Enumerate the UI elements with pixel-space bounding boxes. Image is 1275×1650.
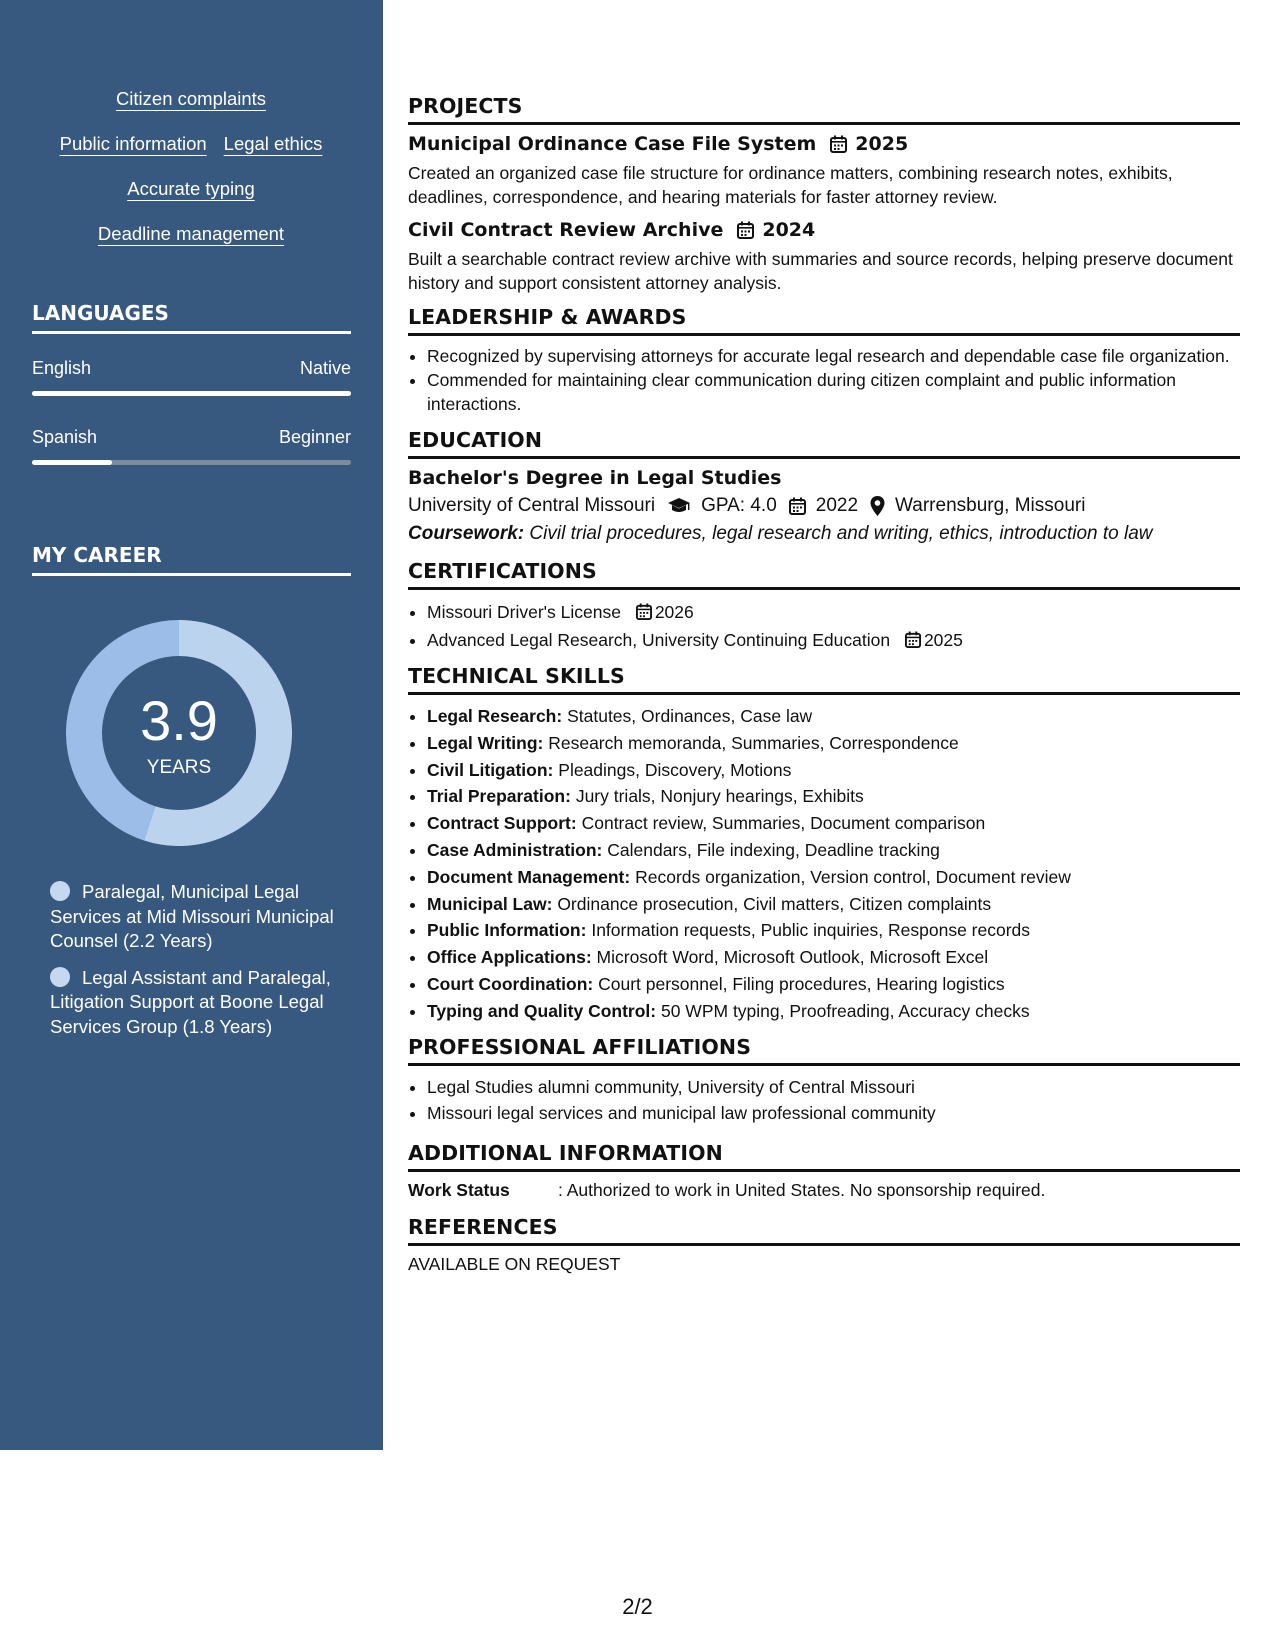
skill-value: Microsoft Word, Microsoft Outlook, Microsoft Excel [596, 947, 989, 968]
technical-skill-item [427, 837, 1240, 864]
certifications-heading: CERTIFICATIONS [408, 559, 1240, 590]
project-year: 2025 [855, 133, 909, 155]
skill-label: Legal Research: [427, 706, 563, 726]
project-item [408, 133, 1240, 209]
page-number: 2/2 [622, 1594, 653, 1619]
affiliation-item: • Missouri legal services and municipal law professional community [427, 1100, 1240, 1127]
skill-tags [32, 86, 350, 266]
skill-tag: Deadline management [97, 223, 285, 244]
technical-skill-item [427, 944, 1240, 971]
skill-label: Civil Litigation: [427, 759, 554, 780]
technical-skill-item [427, 703, 1240, 730]
skill-label: Document Management: [427, 866, 631, 887]
language-item [32, 358, 351, 396]
skill-value: Calendars, File indexing, Deadline tracking [607, 839, 940, 860]
skill-value: Information requests, Public inquiries, Response records [591, 920, 1031, 941]
skill-tag: Legal ethics [223, 133, 323, 154]
work-status-value: : Authorized to work in United States. No sponsorship required. [558, 1180, 1046, 1201]
skill-value: Ordinance prosecution, Civil matters, Citizen complaints [557, 893, 992, 914]
leadership-list [408, 344, 1240, 416]
certification-name: Advanced Legal Research, University Continuing Education [427, 630, 891, 650]
technical-skill-item [427, 864, 1240, 891]
skill-label: Legal Writing: [427, 732, 544, 753]
technical-skill-item [427, 757, 1240, 784]
education-school: University of Central Missouri [408, 495, 656, 516]
coursework-label: Coursework: [408, 523, 525, 544]
education-location: Warrensburg, Missouri [895, 495, 1086, 516]
education-item [408, 467, 1240, 545]
career-total: 3.9 [140, 689, 218, 752]
certifications-list [408, 598, 1240, 654]
career-item [50, 880, 340, 954]
skill-label: Public Information: [427, 920, 587, 941]
certification-item [427, 626, 1240, 654]
skill-tag: Accurate typing [127, 178, 255, 199]
additional-info-heading: ADDITIONAL INFORMATION [408, 1141, 1240, 1172]
education-year: 2022 [815, 495, 859, 516]
calendar-icon [830, 135, 847, 153]
skill-label: Contract Support: [427, 813, 577, 834]
leadership-item: • Recognized by supervising attorneys for accurate legal research and dependable case file organization. [427, 344, 1240, 368]
affiliation-item: • Legal Studies alumni community, University of Central Missouri [427, 1074, 1240, 1101]
language-level: Native [299, 358, 351, 378]
language-item [32, 427, 351, 465]
coursework [408, 523, 1240, 545]
education-heading: EDUCATION [408, 428, 1240, 459]
language-bar-fill [32, 460, 112, 465]
certification-item [427, 598, 1240, 626]
career-unit: YEARS [146, 757, 212, 778]
skill-value: Court personnel, Filing procedures, Hearing logistics [598, 973, 1005, 994]
career-dot-icon [50, 881, 70, 901]
education-degree: Bachelor's Degree in Legal Studies [408, 467, 782, 489]
certification-year: 2026 [654, 602, 694, 622]
skill-label: Typing and Quality Control: [427, 1000, 657, 1021]
project-item [408, 219, 1240, 295]
leadership-heading: LEADERSHIP & AWARDS [408, 305, 1240, 336]
project-title: Municipal Ordinance Case File System [408, 133, 817, 155]
technical-skill-item [427, 971, 1240, 998]
leadership-item: • Commended for maintaining clear communication during citizen complaint and public information interactions. [427, 368, 1240, 416]
language-bar [32, 460, 351, 465]
skill-label: Office Applications: [427, 947, 592, 968]
work-status [408, 1180, 1240, 1201]
languages-heading: LANGUAGES [32, 301, 351, 334]
skill-value: 50 WPM typing, Proofreading, Accuracy checks [660, 1000, 1030, 1021]
technical-skill-item [427, 998, 1240, 1025]
technical-skills-list [408, 703, 1240, 1025]
technical-skill-item [427, 917, 1240, 944]
coursework-text: Civil trial procedures, legal research and writing, ethics, introduction to law [529, 523, 1153, 544]
technical-skill-item [427, 783, 1240, 810]
affiliations-list [408, 1074, 1240, 1128]
main-content [408, 94, 1240, 1275]
technical-skill-item [427, 810, 1240, 837]
project-year: 2024 [762, 219, 816, 241]
skill-value: Research memoranda, Summaries, Correspondence [548, 732, 959, 753]
project-title: Civil Contract Review Archive [408, 219, 724, 241]
skill-value: Jury trials, Nonjury hearings, Exhibits [575, 786, 864, 807]
certification-year: 2025 [923, 630, 963, 650]
language-level: Beginner [278, 427, 351, 447]
project-title-row [408, 133, 1240, 155]
calendar-icon [737, 221, 754, 239]
career-item-text: Paralegal, Municipal Legal Services at Mid Missouri Municipal Counsel (2.2 Years) [50, 881, 334, 951]
tag-row [32, 176, 350, 221]
calendar-icon [905, 631, 921, 648]
calendar-icon [636, 603, 652, 620]
career-dot-icon [50, 967, 70, 987]
education-gpa: GPA: 4.0 [701, 495, 777, 516]
technical-skill-item [427, 891, 1240, 918]
skill-label: Trial Preparation: [427, 786, 571, 807]
skill-value: Contract review, Summaries, Document comparison [581, 813, 986, 834]
career-item-text: Legal Assistant and Paralegal, Litigation Support at Boone Legal Services Group (1.8 Years) [50, 966, 331, 1037]
skill-label: Case Administration: [427, 839, 603, 860]
language-bar-fill [32, 391, 351, 396]
work-status-label: Work Status [408, 1180, 510, 1201]
project-description: Created an organized case file structure for ordinance matters, combining research notes, exhibits, deadlines, correspondence, and hearing materials for faster attorney review. [408, 163, 1173, 207]
career-heading: MY CAREER [32, 543, 351, 576]
skill-label: Court Coordination: [427, 973, 594, 994]
technical-skills-heading: TECHNICAL SKILLS [408, 664, 1240, 695]
language-bar [32, 391, 351, 396]
certification-name: Missouri Driver's License [427, 602, 621, 622]
language-row [32, 427, 351, 453]
skill-value: Statutes, Ordinances, Case law [567, 706, 813, 726]
project-title-row [408, 219, 1240, 241]
projects-heading: PROJECTS [408, 94, 1240, 125]
career-item [50, 966, 340, 1040]
references-heading: REFERENCES [408, 1215, 1240, 1246]
sidebar [0, 0, 383, 1450]
language-name: English [32, 358, 92, 378]
tag-row [32, 86, 350, 131]
skill-label: Municipal Law: [427, 893, 553, 914]
project-description: Built a searchable contract review archive with summaries and source records, helping preserve document history and support consistent attorney analysis. [408, 249, 1233, 293]
affiliations-heading: PROFESSIONAL AFFILIATIONS [408, 1035, 1240, 1066]
language-name: Spanish [32, 427, 98, 447]
tag-row [32, 131, 350, 176]
skill-tag: Citizen complaints [115, 88, 267, 109]
tag-row [32, 221, 350, 266]
language-row [32, 358, 351, 384]
references-text: AVAILABLE ON REQUEST [408, 1254, 621, 1275]
career-list [50, 880, 340, 1051]
calendar-icon [789, 497, 806, 515]
education-details [408, 495, 1240, 517]
graduation-cap-icon [667, 497, 691, 515]
map-pin-icon [870, 496, 885, 516]
skill-value: Records organization, Version control, Document review [635, 866, 1071, 887]
career-donut-chart [66, 620, 292, 846]
skill-tag: Public information [59, 133, 207, 154]
technical-skill-item [427, 730, 1240, 757]
skill-value: Pleadings, Discovery, Motions [558, 759, 792, 780]
